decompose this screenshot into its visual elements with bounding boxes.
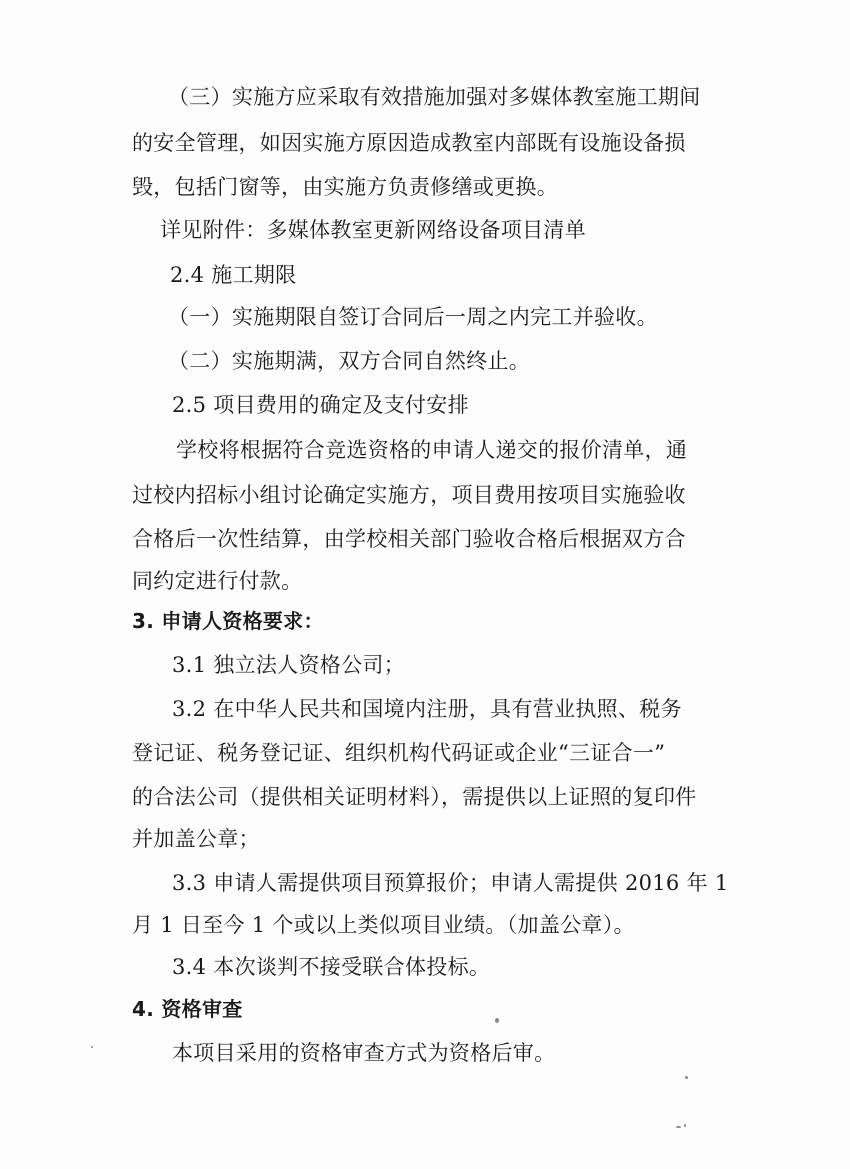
requirement-3-2: 3.2 在中华人民共和国境内注册，具有营业执照、税务 <box>172 697 682 721</box>
paragraph-line: 学校将根据符合竞选资格的申请人递交的报价清单，通 <box>176 438 688 462</box>
paragraph-line: 月 1 日至今 1 个或以上类似项目业绩。（加盖公章）。 <box>132 913 635 937</box>
requirement-3-3: 3.3 申请人需提供项目预算报价；申请人需提供 2016 年 1 <box>172 871 729 895</box>
requirement-3-4: 3.4 本次谈判不接受联合体投标。 <box>172 955 491 979</box>
scan-speck <box>91 1046 93 1048</box>
attachment-reference: 详见附件：多媒体教室更新网络设备项目清单 <box>160 218 586 242</box>
paragraph-line: 同约定进行付款。 <box>132 569 303 593</box>
paragraph-line: 的合法公司（提供相关证明材料），需提供以上证照的复印件 <box>132 785 697 809</box>
section-heading-4: 4. 资格审查 <box>132 997 243 1021</box>
section-heading-2-4: 2.4 施工期限 <box>170 263 297 287</box>
paragraph-line: 本项目采用的资格审查方式为资格后审。 <box>172 1041 556 1065</box>
paragraph-line: 登记证、税务登记证、组织机构代码证或企业“三证合一” <box>132 741 666 765</box>
section-heading-3: 3. 申请人资格要求： <box>132 609 324 633</box>
paragraph-line: 过校内招标小组讨论确定实施方，项目费用按项目实施验收 <box>132 483 686 507</box>
scan-speck <box>676 1126 681 1128</box>
scan-speck <box>495 1018 499 1023</box>
paragraph-line: 并加盖公章； <box>132 827 260 851</box>
paragraph-line-clause-1: （一）实施期限自签订合同后一周之内完工并验收。 <box>168 305 658 329</box>
paragraph-line: 合格后一次性结算，由学校相关部门验收合格后根据双方合 <box>132 527 686 551</box>
paragraph-line: 的安全管理，如因实施方原因造成教室内部既有设施设备损 <box>132 131 686 155</box>
requirement-3-1: 3.1 独立法人资格公司； <box>172 653 405 677</box>
paragraph-line-clause-2: （二）实施期满，双方合同自然终止。 <box>168 349 531 373</box>
scan-speck <box>684 1124 686 1127</box>
scan-speck <box>685 1076 688 1079</box>
paragraph-line-clause-3: （三）实施方应采取有效措施加强对多媒体教室施工期间 <box>168 85 701 109</box>
section-heading-2-5: 2.5 项目费用的确定及支付安排 <box>172 393 469 417</box>
paragraph-line: 毁，包括门窗等，由实施方负责修缮或更换。 <box>132 175 558 199</box>
